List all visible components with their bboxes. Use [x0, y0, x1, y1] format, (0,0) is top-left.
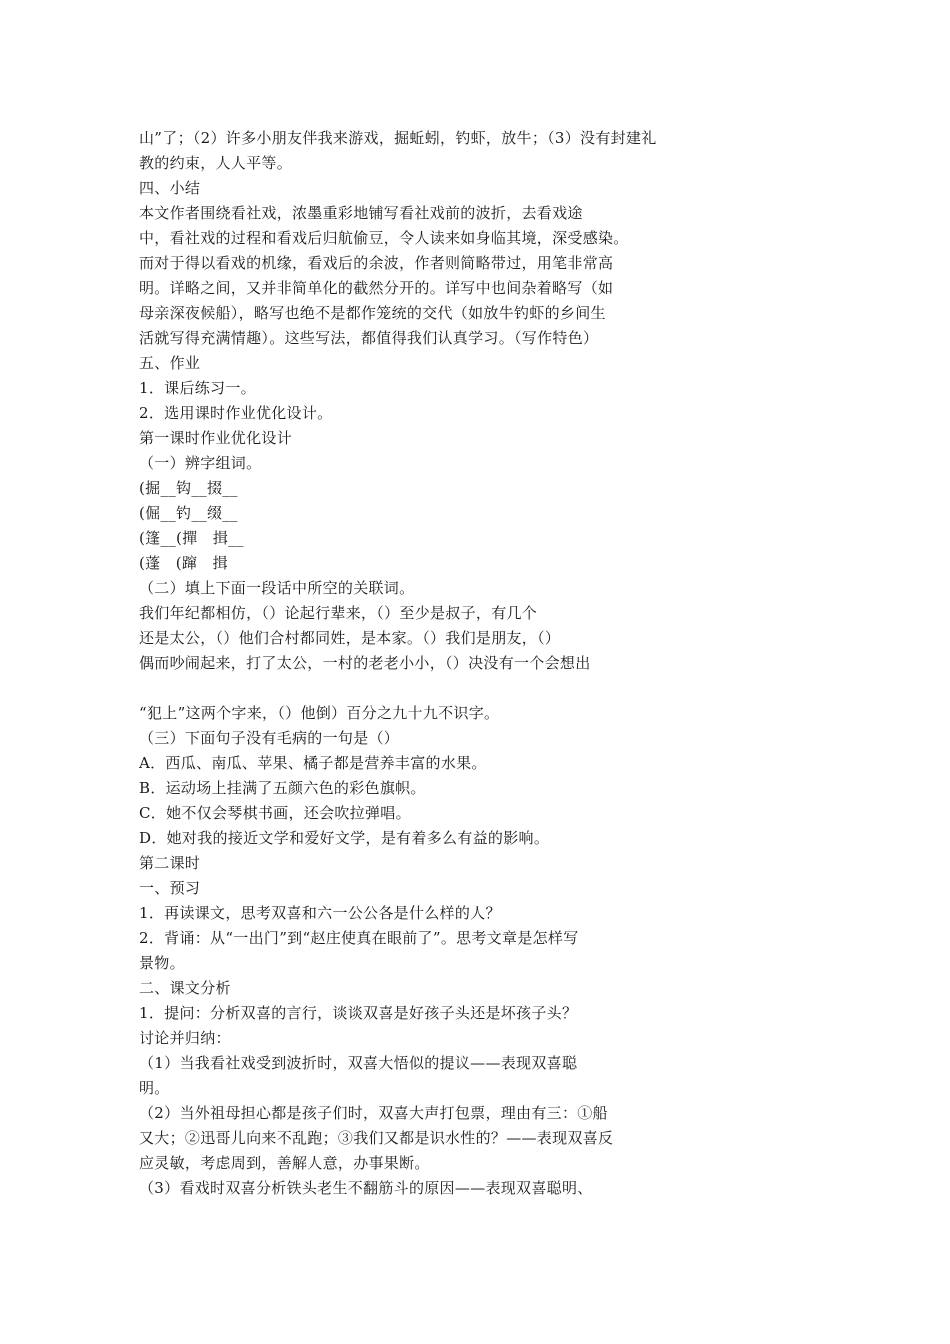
list-item: 1．再读课文，思考双喜和六一公公各是什么样的人？ [139, 904, 501, 922]
exercise-item: (蓬 (蹿 揖 [139, 554, 228, 572]
text-line: 应灵敏，考虑周到，善解人意，办事果断。 [139, 1154, 430, 1172]
list-item: 1．课后练习一。 [139, 379, 256, 397]
exercise-item: (倔__钓__缀__ [139, 504, 238, 522]
section-heading: 五、作业 [139, 354, 201, 372]
exercise-heading: （一）辨字组词。 [139, 454, 262, 472]
list-item: 1．提问：分析双喜的言行，谈谈双喜是好孩子头还是坏孩子头？ [139, 1004, 578, 1022]
text-line: 偶而吵闹起来，打了太公，一村的老老小小，（）决没有一个会想出 [139, 654, 591, 672]
option-a: A．西瓜、南瓜、苹果、橘子都是营养丰富的水果。 [139, 754, 487, 772]
text-line: 本文作者围绕看社戏，浓墨重彩地铺写看社戏前的波折，去看戏途 [139, 204, 583, 222]
text-line: “犯上”这两个字来，（）他倒）百分之九十九不识字。 [139, 704, 500, 722]
text-line: 明。 [139, 1079, 170, 1097]
text-line: 山”了；（2）许多小朋友伴我来游戏，掘蚯蚓，钓虾，放牛；（3）没有封建礼 [139, 129, 657, 147]
text-line: 明。详略之间，又并非简单化的截然分开的。详写中也间杂着略写（如 [139, 279, 614, 297]
section-heading: 二、课文分析 [139, 979, 231, 997]
text-line: 活就写得充满情趣）。这些写法，都值得我们认真学习。（写作特色） [139, 329, 599, 347]
text-line: 而对于得以看戏的机缘，看戏后的余波，作者则简略带过，用笔非常高 [139, 254, 614, 272]
list-item: 2．选用课时作业优化设计。 [139, 404, 333, 422]
text-line: 教的约束，人人平等。 [139, 154, 293, 172]
option-b: B．运动场上挂满了五颜六色的彩色旗帜。 [139, 779, 426, 797]
exercise-item: (篷__(撣 揖__ [139, 529, 244, 547]
section-heading: 第二课时 [139, 854, 201, 872]
option-d: D．她对我的接近文学和爱好文学，是有着多么有益的影响。 [139, 829, 550, 847]
document-body [139, 126, 739, 1201]
section-heading: 一、预习 [139, 879, 201, 897]
exercise-heading: （二）填上下面一段话中所空的关联词。 [139, 579, 415, 597]
text-line: 景物。 [139, 954, 185, 972]
text-line: 我们年纪都相仿，（）论起行辈来，（）至少是叔子，有几个 [139, 604, 538, 622]
blank-line [139, 676, 739, 701]
exercise-item: (掘__钩__掇__ [139, 479, 238, 497]
text-line: 又大；②迅哥儿向来不乱跑；③我们又都是识水性的？——表现双喜反 [139, 1129, 614, 1147]
list-item: 2．背诵：从“一出门”到“赵庄使真在眼前了”。思考文章是怎样写 [139, 929, 579, 947]
section-heading: 四、小结 [139, 179, 201, 197]
text-line: 中，看社戏的过程和看戏后归航偷豆，令人读来如身临其境，深受感染。 [139, 229, 629, 247]
text-line: （1）当我看社戏受到波折时，双喜大悟似的提议——表现双喜聪 [139, 1054, 578, 1072]
exercise-heading: （三）下面句子没有毛病的一句是（） [139, 729, 400, 747]
section-heading: 第一课时作业优化设计 [139, 429, 293, 447]
text-line: 母亲深夜候船），略写也绝不是都作笼统的交代（如放牛钓虾的乡间生 [139, 304, 606, 322]
text-line: 讨论并归纳： [139, 1029, 231, 1047]
text-line: （3）看戏时双喜分析铁头老生不翻筋斗的原因——表现双喜聪明、 [139, 1179, 593, 1197]
text-line: （2）当外祖母担心都是孩子们时，双喜大声打包票，理由有三：①船 [139, 1104, 608, 1122]
text-line: 还是太公，（）他们合村都同姓，是本家。（）我们是朋友，（） [139, 629, 561, 647]
option-c: C．她不仅会琴棋书画，还会吹拉弹唱。 [139, 804, 411, 822]
